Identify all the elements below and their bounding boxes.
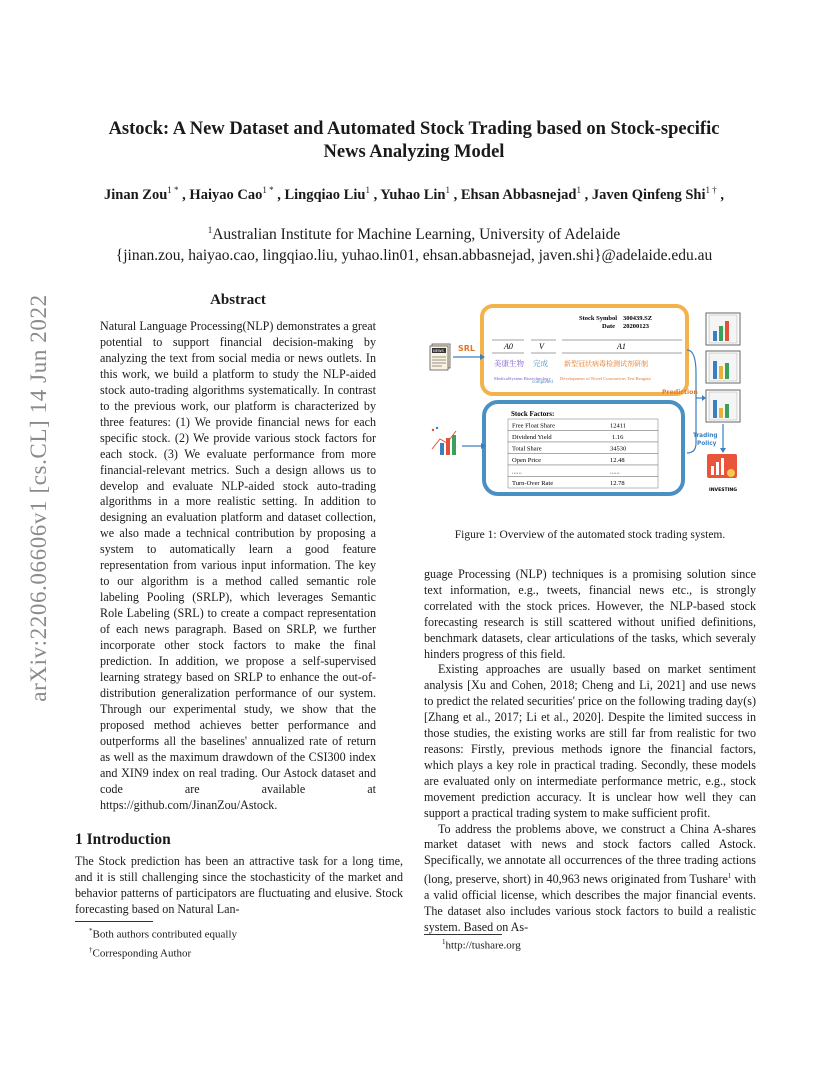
figure-1-caption: Figure 1: Overview of the automated stock trading system. (454, 529, 726, 541)
footnote-mark: 1 (442, 938, 446, 946)
title-line-2: News Analyzing Model (323, 142, 505, 162)
author-mark: 1 † (705, 185, 717, 195)
section-heading-introduction: 1 Introduction (75, 831, 171, 848)
intro-left-paragraph: The Stock prediction has been an attractive task for a long time, and it is still challenging since the stochasticity of the market and behavior patterns of participators are fluctuating and elusive. Stock forecasting based on Natural Lan- (75, 854, 403, 916)
prediction-panel-1 (706, 313, 740, 345)
author-mark: 1 * (262, 185, 274, 195)
arxiv-stamp-text: arXiv:2206.06606v1 [cs.CL] 14 Jun 2022 (26, 294, 51, 702)
stock-symbol-value: 300439.SZ (623, 315, 653, 322)
stock-chart-icon (432, 427, 456, 455)
stock-factors-title: Stock Factors: (511, 410, 555, 418)
abstract-heading: Abstract (210, 292, 266, 308)
intro-paragraph (424, 822, 756, 936)
role-a1: A1 (617, 342, 626, 351)
author-mark: 1 (576, 185, 581, 195)
intro-right-column (424, 567, 756, 936)
footnote-mark: † (89, 945, 93, 954)
srl-label: SRL (458, 344, 476, 353)
date-value: 20200123 (623, 323, 649, 330)
factor-value: 1.16 (612, 434, 624, 441)
factor-name: Dividend Yield (512, 434, 552, 441)
factor-name: Open Price (512, 457, 542, 464)
trading-label: Trading (693, 433, 718, 439)
factor-name: Free Float Share (512, 422, 555, 430)
investing-label: INVESTING (709, 488, 738, 493)
footnote-text: http://tushare.org (445, 939, 521, 952)
role-v-english: completed (532, 380, 553, 385)
factor-value: 12.48 (610, 457, 625, 464)
intro-paragraph: Existing approaches are usually based on market sentiment analysis [Xu and Cohen, 2018; Cheng and Li, 2021] and use news to predict the related securities' price on the following trading day(s) [Zhang et al., 2017; Li et al., 2020]. Despite the limited success in those studies, the existing works are still far from realistic for two reasons: Firstly, previous methods ignore the financial factors, which plays a key role in practical trading. Secondly, these models are evaluated only on intermediate performance metric, e.g., stock movement prediction accuracy. It is unclear how well they can support a practical trading system to make sufficient profit. (424, 662, 756, 820)
footnote (75, 943, 403, 962)
footnotes-left (75, 924, 403, 961)
role-a0-chinese: 美康生物 (494, 359, 524, 368)
factor-name: Turn-Over Rate (512, 480, 554, 487)
author-mark: 1 (365, 185, 370, 195)
arxiv-stamp (16, 294, 62, 702)
prediction-panel-3 (706, 390, 740, 422)
factor-value: ...... (610, 468, 620, 476)
factor-value: 34530 (610, 445, 627, 453)
footnote (75, 924, 403, 943)
role-a0-english: MedicalSystem Biotechnology (494, 376, 551, 381)
affiliation-text: Australian Institute for Machine Learning, University of Adelaide (212, 226, 621, 244)
author-name: Yuhao Lin (380, 186, 446, 203)
stock-symbol-label: Stock Symbol (579, 315, 618, 322)
footnote-mark: * (89, 927, 93, 935)
factor-value: 12.78 (610, 480, 625, 487)
footnote-right (424, 938, 774, 952)
factor-name: ...... (512, 468, 522, 476)
role-a0: A0 (504, 342, 513, 351)
author-emails: {jinan.zou, haiyao.cao, lingqiao.liu, yuhao.lin01, ehsan.abbasnejad, javen.shi}@adelaide.edu.au (115, 247, 713, 264)
factor-name: Total Share (512, 445, 542, 453)
footnote-ref: 1 (727, 872, 732, 881)
policy-label: Policy (697, 441, 717, 447)
role-a1-chinese: 新型冠状病毒检测试剂研制 (564, 360, 648, 368)
intro-paragraph-part: To address the problems above, we construct a China A-shares market dataset with news and stock factors called Astock. Specifically, we annotate all occurrences of the three trading actions (long, preserve, short) in 40,963 news originated from Tushare (424, 821, 756, 887)
figure-1-diagram (424, 303, 756, 503)
footnote-divider (75, 921, 153, 922)
prediction-panel-2 (706, 351, 740, 383)
role-a1-english: Development of Novel Coronavirus Test Reagent (560, 376, 651, 381)
title-line-1: Astock: A New Dataset and Automated Stock Trading based on Stock-specific (108, 119, 720, 139)
investing-icon (707, 454, 737, 478)
abstract-text: Natural Language Processing(NLP) demonstrates a great potential to support financial decision-making by analyzing the text from social media or news outlets. In this work, we build a platform to study the NLP-aided stock auto-trading algorithms systematically. In contrast to the previous work, our platform is characterized by three features: (1) We provide financial news for each specific stock. (2) We provide various stock factors for each stock. (3) We evaluate performance from more financial-relevant metrics. Such a design allows us to develop and evaluate NLP-aided stock auto-trading algorithms in a more realistic setting. In addition to designing an evaluation platform and dataset collection, we also made a technical contribution by proposing a system to automatically learn a good feature representation from various input information. The key to our algorithm is a method called semantic role labeling Pooling (SRLP), which leverages Semantic Role Labeling (SRL) to create a compact representation of each news paragraph. Based on SRLP, we further incorporate other stock factors to make the final prediction. In addition, we propose a self-supervised learning strategy based on SRLP to enhance the out-of-distribution generalization performance of our system. Through our experimental study, we show that the proposed method achieves better performance and outperforms all the baselines' annualized rate of return as well as the maximum drawdown of the CSI300 index and XIN9 index on real trading. Our Astock dataset and code are available at https://github.com/JinanZou/Astock. (100, 319, 376, 812)
footnote-text: Corresponding Author (92, 947, 192, 960)
intro-paragraph: guage Processing (NLP) techniques is a promising solution since text information, e.g., tweets, financial news etc., is strongly correlated with the stock prices. However, the NLP-based stock forecasting research is still scattered without unified definitions, benchmark datasets, clear articulations of the tasks, which severaly hinders progress of this field. (424, 567, 756, 661)
factor-value: 12411 (610, 422, 627, 430)
prediction-label: Prediction (662, 389, 698, 396)
author-list: Jinan Zou$^{1 *}$ , Haiyao Cao$^{1 *}$ , Lingqiao Liu$^1$ , Yuhao Lin$^1$ , Ehsan Abbasnejad$^1$ , Javen Qinfeng Shi$^{1 \dagger}$ , (104, 185, 724, 203)
author-name: Ehsan Abbasnejad (460, 186, 577, 203)
author-name: Javen Qinfeng Shi (591, 186, 706, 203)
author-mark: 1 (445, 185, 450, 195)
news-label: NEWS (433, 349, 444, 353)
affiliation-mark: 1 (207, 225, 213, 235)
author-name: Haiyao Cao (189, 186, 263, 203)
footnote-text: Both authors contributed equally (92, 928, 237, 941)
author-mark: 1 * (167, 185, 179, 195)
affiliation (60, 220, 768, 245)
role-v-chinese: 完成 (533, 359, 548, 368)
intro-paragraph-part: with a valid official license, which describes the major financial events. The dataset also includes various stock factors to build a realistic system. Based on As- (424, 872, 756, 934)
date-label: Date (602, 323, 615, 330)
role-v: V (539, 342, 544, 351)
newspaper-icon (430, 344, 450, 370)
footnote-divider (424, 934, 502, 935)
paper-title (60, 118, 768, 164)
stock-factors-table (508, 419, 658, 488)
author-name: Lingqiao Liu (284, 186, 366, 203)
author-name: Jinan Zou (104, 186, 168, 203)
